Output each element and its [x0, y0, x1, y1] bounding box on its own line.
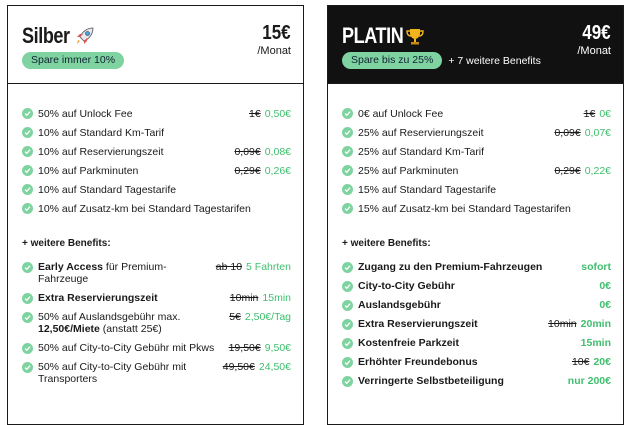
check-icon — [342, 203, 353, 214]
check-icon — [22, 184, 33, 195]
check-icon — [22, 312, 33, 323]
check-icon — [22, 293, 33, 304]
platin-basic-list — [342, 84, 611, 218]
feature-item — [342, 123, 611, 142]
benefit-bold-text: 12,50€/Miete — [38, 323, 100, 335]
feature-text: Auslandsgebühr — [358, 299, 441, 311]
check-icon — [22, 127, 33, 138]
feature-text — [38, 311, 229, 335]
feature-item — [342, 180, 611, 199]
platin-price-amount: 49€ — [582, 22, 611, 44]
feature-item — [22, 161, 291, 180]
old-price: 1€ — [249, 107, 261, 120]
old-price: 0,09€ — [234, 145, 261, 158]
check-icon — [342, 262, 353, 273]
new-price: 9,50€ — [264, 342, 291, 354]
old-price: 10min — [229, 292, 259, 304]
new-price: 2,50€/Tag — [244, 311, 291, 323]
feature-item — [342, 199, 611, 218]
feature-text: Extra Reservierungszeit — [358, 318, 478, 330]
benefit-item — [342, 318, 611, 330]
old-price: 0,29€ — [234, 164, 261, 177]
silber-plan-header — [8, 6, 303, 84]
feature-item — [342, 142, 611, 161]
benefit-item — [22, 292, 291, 304]
benefit-item — [22, 311, 291, 335]
old-price: 0,09€ — [554, 126, 581, 139]
feature-text: 10% auf Zusatz-km bei Standard Tagestarifen — [38, 202, 251, 215]
new-price: 15min — [262, 292, 291, 304]
benefit-item — [342, 280, 611, 292]
check-icon — [342, 165, 353, 176]
benefit-text: (anstatt 25€) — [99, 323, 162, 335]
benefit-bold-text: Early Access — [38, 261, 103, 273]
feature-text: 50% auf Unlock Fee — [38, 107, 133, 120]
platin-price-unit: /Monat — [577, 45, 611, 57]
feature-item — [22, 104, 291, 123]
old-price: 19,50€ — [228, 342, 261, 354]
silber-benefits-title: + weitere Benefits: — [22, 238, 111, 249]
check-icon — [342, 357, 353, 368]
feature-item — [22, 199, 291, 218]
benefit-text: 50% auf City-to-City Gebühr mit Pkws — [38, 342, 215, 354]
silber-plan-card — [7, 5, 304, 425]
platin-plan-header — [328, 6, 623, 84]
benefit-item — [22, 361, 291, 385]
feature-item — [22, 142, 291, 161]
benefit-bold-text: Extra Reservierungszeit — [38, 292, 158, 304]
feature-text: 25% auf Parkminuten — [358, 164, 459, 177]
new-price: sofort — [581, 261, 611, 273]
new-price: 20min — [580, 318, 611, 330]
check-icon — [22, 343, 33, 354]
check-icon — [342, 376, 353, 387]
old-price: ab 10 — [215, 261, 243, 273]
benefit-item — [342, 356, 611, 368]
feature-text — [38, 261, 216, 285]
silber-benefits-list — [22, 261, 291, 385]
silber-price-amount: 15€ — [262, 22, 291, 44]
rocket-icon — [74, 25, 96, 47]
old-price: 1€ — [583, 107, 596, 120]
feature-text: 15% auf Standard Tagestarife — [358, 183, 497, 196]
new-price: 0€ — [599, 299, 611, 311]
check-icon — [22, 362, 33, 373]
platin-plan-card — [327, 5, 624, 425]
check-icon — [342, 146, 353, 157]
check-icon — [342, 300, 353, 311]
feature-text: 10% auf Parkminuten — [38, 164, 139, 177]
feature-text: Verringerte Selbstbeteiligung — [358, 375, 504, 387]
benefit-item — [22, 342, 291, 354]
feature-item — [22, 180, 291, 199]
platin-benefits-title: + weitere Benefits: — [342, 238, 431, 249]
old-price: 10€ — [571, 356, 590, 368]
platin-benefits-list — [342, 261, 611, 387]
benefit-item — [22, 261, 291, 285]
check-icon — [22, 146, 33, 157]
new-price: 15min — [580, 337, 611, 349]
new-price: nur 200€ — [567, 375, 611, 387]
feature-item — [342, 104, 611, 123]
feature-text — [38, 361, 223, 385]
new-price: 5 Fahrten — [246, 261, 291, 273]
silber-plan-title: Silber — [22, 23, 70, 48]
new-price: 0,08€ — [264, 145, 291, 158]
old-price: 0,29€ — [554, 164, 581, 177]
check-icon — [342, 338, 353, 349]
feature-text — [38, 292, 230, 304]
check-icon — [342, 319, 353, 330]
feature-text: City-to-City Gebühr — [358, 280, 455, 292]
feature-text: Zugang zu den Premium-Fahrzeugen — [358, 261, 543, 273]
silber-savings-badge: Spare immer 10% — [22, 52, 124, 69]
silber-price-unit: /Monat — [257, 45, 291, 57]
benefit-item — [342, 375, 611, 387]
feature-text: Kostenfreie Parkzeit — [358, 337, 459, 349]
feature-text: 25% auf Standard Km-Tarif — [358, 145, 485, 158]
benefit-item — [342, 337, 611, 349]
benefit-item — [342, 261, 611, 273]
benefit-item — [342, 299, 611, 311]
platin-price — [577, 22, 611, 58]
check-icon — [342, 108, 353, 119]
feature-text: 15% auf Zusatz-km bei Standard Tagestarifen — [358, 202, 571, 215]
benefit-text: 50% auf Auslandsgebühr max. — [38, 311, 181, 323]
check-icon — [22, 203, 33, 214]
check-icon — [22, 165, 33, 176]
new-price: 0,22€ — [584, 164, 611, 177]
feature-text: 0€ auf Unlock Fee — [358, 107, 444, 120]
silber-price — [257, 22, 291, 58]
platin-plan-title: PLATIN — [342, 23, 404, 48]
platin-extra-benefits-count: + 7 weitere Benefits — [448, 54, 541, 67]
feature-text — [38, 342, 229, 354]
new-price: 0,50€ — [264, 107, 291, 120]
old-price: 10min — [548, 318, 577, 330]
old-price: 5€ — [229, 311, 241, 323]
new-price: 0€ — [599, 107, 611, 120]
feature-text: Erhöhter Freundebonus — [358, 356, 478, 368]
silber-basic-list — [22, 84, 291, 218]
feature-item — [342, 161, 611, 180]
feature-text: 10% auf Reservierungszeit — [38, 145, 164, 158]
new-price: 20€ — [593, 356, 611, 368]
platin-savings-badge: Spare bis zu 25% — [342, 52, 442, 69]
check-icon — [342, 184, 353, 195]
feature-text: 25% auf Reservierungszeit — [358, 126, 484, 139]
trophy-icon — [405, 26, 425, 46]
check-icon — [22, 108, 33, 119]
new-price: 0,07€ — [584, 126, 611, 139]
old-price: 49,50€ — [222, 361, 255, 373]
benefit-text: 50% auf City-to-City Gebühr mit Transporters — [38, 361, 187, 385]
feature-text: 10% auf Standard Tagestarife — [38, 183, 177, 196]
benefit-text: für Premium-Fahrzeuge — [38, 261, 167, 285]
new-price: 24,50€ — [258, 361, 291, 373]
new-price: 0,26€ — [264, 164, 291, 177]
check-icon — [342, 127, 353, 138]
new-price: 0€ — [599, 280, 611, 292]
check-icon — [342, 281, 353, 292]
check-icon — [22, 262, 33, 273]
feature-item — [22, 123, 291, 142]
feature-text: 10% auf Standard Km-Tarif — [38, 126, 165, 139]
